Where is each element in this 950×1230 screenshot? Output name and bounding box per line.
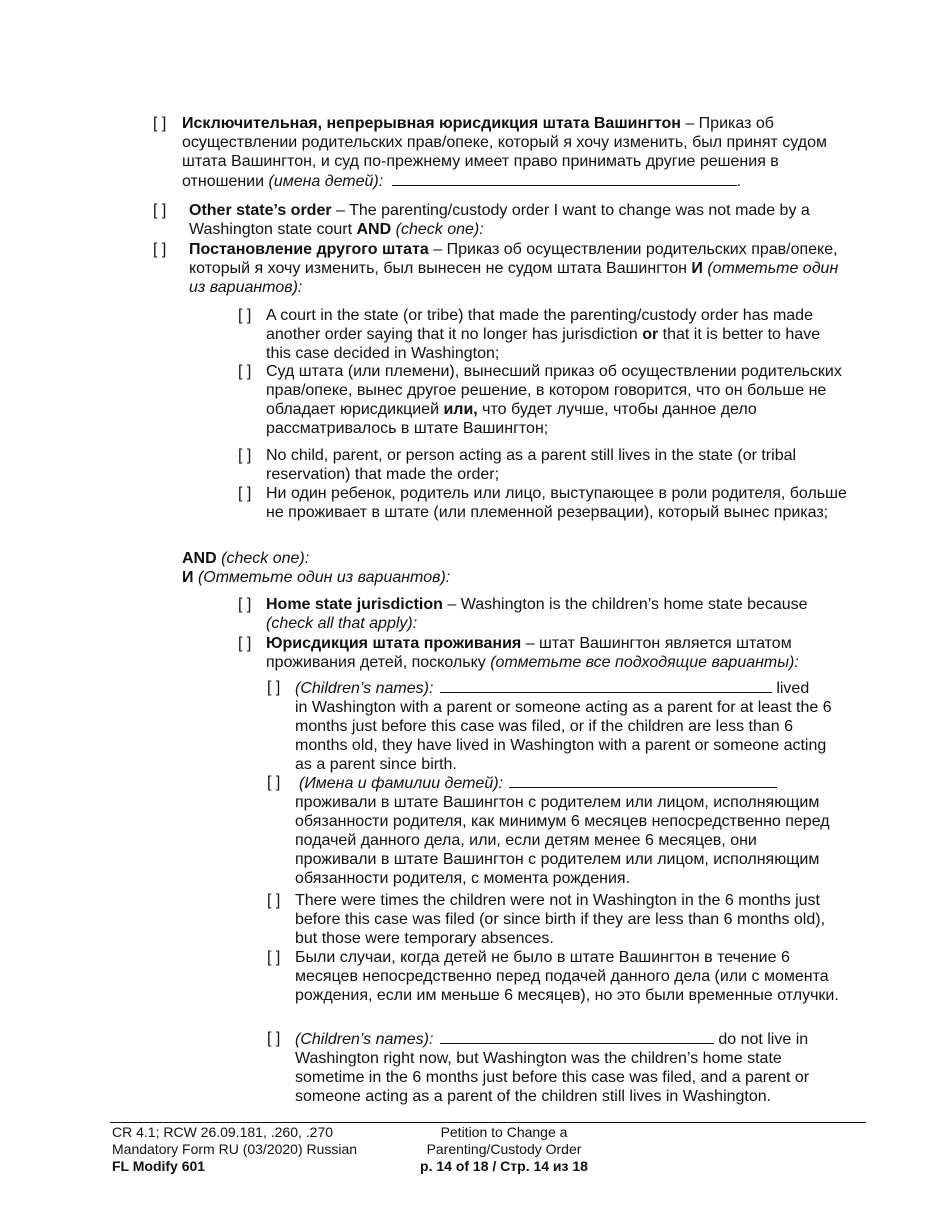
section-text: Other state’s order – The parenting/custody order I want to change was not made by a Washington state court AND (check one): xyxy=(189,202,810,238)
option-children-lived-en xyxy=(267,678,842,774)
section-text: Исключительная, непрерывная юрисдикция штата Вашингтон – Приказ об осуществлении родительских прав/опеке, который я хочу изменить, был принят судом штата Вашингтон, и суд по-прежнему имеет право принимать другие решения в отношении (имена детей): . xyxy=(182,115,827,190)
checkbox[interactable]: [ ] xyxy=(238,596,252,613)
footer-rule-ref: CR 4.1; RCW 26.09.181, .260, .270 xyxy=(112,1124,334,1140)
section-other-state-order-ru xyxy=(153,240,853,297)
section-text: Постановление другого штата – Приказ об осуществлении родительских прав/опеке, который я хочу изменить, был вынесен не судом штата Вашингтон И (отметьте один из вариантов): xyxy=(189,241,839,296)
checkbox[interactable]: [ ] xyxy=(267,679,281,696)
option-text: A court in the state (or tribe) that made the parenting/custody order has made another order saying that it no longer has jurisdiction or that it is better to have this case decided in Washington; xyxy=(266,307,821,362)
option-text: Ни один ребенок, родитель или лицо, выступающее в роли родителя, больше не проживает в штате (или племенной резервации), который вынес приказ; xyxy=(266,485,847,521)
children-names-field[interactable] xyxy=(509,773,777,788)
option-text: (Children’s names): lived in Washington with a parent or someone acting as a parent for at least the 6 months just before this case was filed, or if the children are less than 6 months old, they have lived in Washington with a parent or someone acting as a parent since birth. xyxy=(295,680,832,773)
footer-divider xyxy=(110,1122,866,1123)
option-text: Суд штата (или племени), вынесший приказ об осуществлении родительских прав/опеке, вынес другое решение, в котором говорится, что он больше не обладает юрисдикцией или, что будет лучше, чтобы данное дело рассматривалось в штате Вашингтон; xyxy=(266,363,842,437)
section-home-state-en xyxy=(238,595,848,633)
footer-left xyxy=(112,1124,392,1175)
option-text: Были случаи, когда детей не было в штате Вашингтон в течение 6 месяцев непосредственно перед подачей данного дела (или с момента рождения, если им меньше 6 месяцев), но это были временные отлучки. xyxy=(295,949,839,1004)
section-heading: Юрисдикция штата проживания xyxy=(266,635,522,652)
footer-form-version: Mandatory Form RU (03/2020) Russian xyxy=(112,1141,358,1157)
option-do-not-live-en xyxy=(267,1029,842,1106)
checkbox[interactable]: [ ] xyxy=(238,485,252,502)
checkbox[interactable]: [ ] xyxy=(267,949,281,966)
option-no-one-lives-en xyxy=(238,446,848,484)
section-heading: Home state jurisdiction xyxy=(266,596,443,613)
checkbox[interactable]: [ ] xyxy=(238,363,252,380)
checkbox[interactable]: [ ] xyxy=(267,892,281,909)
checkbox[interactable]: [ ] xyxy=(153,241,167,258)
and-check-one-en: AND (check one): xyxy=(182,550,310,567)
option-text: There were times the children were not in Washington in the 6 months just before this case was filed (or since birth if they are less than 6 months old), but those were temporary absences. xyxy=(295,892,826,947)
and-check-one-ru: И (Отметьте один из вариантов): xyxy=(182,569,451,586)
section-exclusive-jurisdiction xyxy=(153,114,853,191)
option-temporary-absences-en xyxy=(267,891,842,948)
footer-title-1: Petition to Change a xyxy=(440,1124,568,1140)
children-names-field[interactable] xyxy=(440,1029,714,1044)
option-court-no-jurisdiction-en xyxy=(238,306,848,363)
checkbox[interactable]: [ ] xyxy=(238,307,252,324)
section-text: Юрисдикция штата проживания – штат Вашингтон является штатом проживания детей, поскольку (отметьте все подходящие варианты): xyxy=(266,635,799,671)
children-names-field[interactable] xyxy=(392,171,737,186)
section-other-state-order-en xyxy=(153,201,853,239)
footer-title-2: Parenting/Custody Order xyxy=(426,1141,582,1157)
section-home-state-ru xyxy=(238,634,848,672)
option-text: (Children’s names): do not live in Washington right now, but Washington was the children’s home state sometime in the 6 months just before this case was filed, and a parent or someone acting as a parent of the children still lives in Washington. xyxy=(295,1031,810,1105)
option-children-lived-ru: [ ] (Имена и фамилии детей): проживали в штате Вашингтон с родителем или лицом, исполняющим обязанности родителя, как минимум 6 месяцев непосредственно перед подачей данного дела, или, если детям менее 6 месяцев, они проживали в штате Вашингтон с родителем или лицом, исполняющим обязанности родителя, с момента рождения. xyxy=(267,773,842,888)
section-heading: Постановление другого штата xyxy=(189,241,429,258)
checkbox[interactable]: [ ] xyxy=(238,635,252,652)
checkbox[interactable]: [ ] xyxy=(267,774,281,791)
option-no-one-lives-ru xyxy=(238,484,848,522)
checkbox[interactable]: [ ] xyxy=(153,202,167,219)
checkbox[interactable]: [ ] xyxy=(238,447,252,464)
section-heading: Other state’s order xyxy=(189,202,332,219)
footer-center xyxy=(384,1124,624,1175)
footer-form-id: FL Modify 601 xyxy=(112,1158,206,1174)
footer-page-number: p. 14 of 18 / Стр. 14 из 18 xyxy=(420,1158,588,1174)
option-text: (Имена и фамилии детей): xyxy=(299,773,842,793)
children-names-field[interactable] xyxy=(440,678,772,693)
option-temporary-absences-ru xyxy=(267,948,842,1005)
checkbox[interactable]: [ ] xyxy=(153,115,167,132)
option-text: No child, parent, or person acting as a parent still lives in the state (or tribal reservation) that made the order; xyxy=(266,447,797,483)
section-heading: Исключительная, непрерывная юрисдикция штата Вашингтон xyxy=(182,115,681,132)
checkbox[interactable]: [ ] xyxy=(267,1030,281,1047)
option-court-no-jurisdiction-ru xyxy=(238,362,848,438)
section-text: Home state jurisdiction – Washington is the children’s home state because (check all that apply): xyxy=(266,596,808,632)
